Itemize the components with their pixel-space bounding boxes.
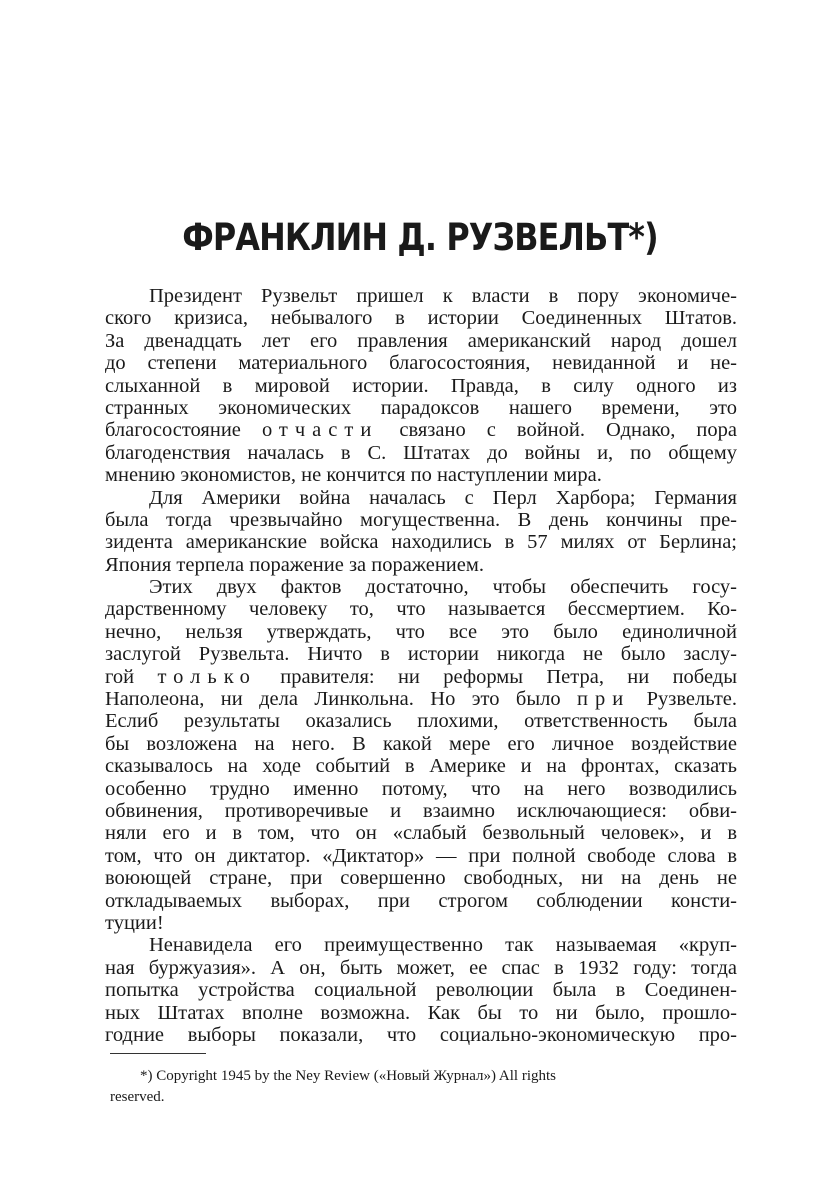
text-line: За двенадцать лет его правления американский народ дошел bbox=[105, 329, 737, 352]
text-line: гой только правителя: ни реформы Петра, ни победы bbox=[105, 665, 737, 688]
text-line: Для Америки война началась с Перл Харбора; Германия bbox=[149, 486, 737, 509]
text-line: ных Штатах вполне возможна. Как бы то ни было, прошло- bbox=[105, 1001, 737, 1024]
text-line: ная буржуазия». А он, быть может, ее спас в 1932 году: тогда bbox=[105, 956, 737, 979]
text-line: была тогда чрезвычайно могущественна. В день кончины пре- bbox=[105, 508, 737, 531]
text-line: туции! bbox=[105, 911, 164, 934]
footnote-line: *) Copyright 1945 by the Ney Review («Новый Журнал») All rights bbox=[140, 1068, 556, 1084]
footnote bbox=[110, 1066, 740, 1108]
text-line: заслугой Рузвельта. Ничто в истории никогда не было заслу- bbox=[105, 643, 737, 666]
text-line: няли его и в том, что он «слабый безвольный человек», и в bbox=[105, 822, 737, 845]
article-body bbox=[105, 285, 737, 1046]
text-line: дарственному человеку то, что называется бессмертием. Ко- bbox=[105, 598, 737, 621]
text-line: откладываемых выборах, при строгом соблюдении консти- bbox=[105, 889, 737, 912]
text-line: обвинения, противоречивые и взаимно исключающиеся: обви- bbox=[105, 799, 737, 822]
footnote-line: reserved. bbox=[110, 1089, 165, 1105]
text-line: попытка устройства социальной революции была в Соединен- bbox=[105, 979, 737, 1002]
text-line: Ненавидела его преимущественно так называемая «круп- bbox=[149, 934, 737, 957]
text-line: том, что он диктатор. «Диктатор» — при полной свободе слова в bbox=[105, 844, 737, 867]
text-line: Этих двух фактов достаточно, чтобы обеспечить госу- bbox=[149, 576, 737, 599]
text-line: благосостояние отчасти связано с войной. Однако, пора bbox=[105, 419, 737, 442]
text-line: Наполеона, ни дела Линкольна. Но это было при Рузвельте. bbox=[105, 688, 737, 711]
emphasized-word: при bbox=[577, 688, 631, 711]
text-line: слыханной в мировой истории. Правда, в силу одного из bbox=[105, 374, 737, 397]
emphasized-word: только bbox=[157, 665, 257, 688]
text-line: странных экономических парадоксов нашего времени, это bbox=[105, 396, 737, 419]
text-line: ского кризиса, небывалого в истории Соединенных Штатов. bbox=[105, 307, 737, 330]
text-line: бы возложена на него. В какой мере его личное воздействие bbox=[105, 732, 737, 755]
footnote-divider bbox=[110, 1053, 206, 1054]
text-line: Еслиб результаты оказались плохими, ответственность была bbox=[105, 710, 737, 733]
article-title: ФРАНКЛИН Д. РУЗВЕЛЬТ*) bbox=[182, 216, 658, 259]
text-line: Президент Рузвельт пришел к власти в пору экономиче- bbox=[149, 285, 737, 307]
text-line: благоденствия началась в С. Штатах до войны и, по общему bbox=[105, 441, 737, 464]
emphasized-word: отчасти bbox=[261, 419, 379, 442]
text-line: годние выборы показали, что социально-экономическую про- bbox=[105, 1023, 737, 1046]
text-line: зидента американские войска находились в 57 милях от Берлина; bbox=[105, 531, 737, 554]
text-line: особенно трудно именно потому, что на него возводились bbox=[105, 777, 737, 800]
text-line: сказывалось на ходе событий в Америке и на фронтах, сказать bbox=[105, 755, 737, 778]
text-line: воюющей стране, при совершенно свободных, ни на день не bbox=[105, 867, 737, 890]
text-line: Япония терпела поражение за поражением. bbox=[105, 553, 484, 576]
text-line: мнению экономистов, не кончится по наступлении мира. bbox=[105, 464, 602, 487]
text-line: нечно, нельзя утверждать, что все это было единоличной bbox=[105, 620, 737, 643]
text-line: до степени материального благосостояния, невиданной и не- bbox=[105, 352, 737, 375]
